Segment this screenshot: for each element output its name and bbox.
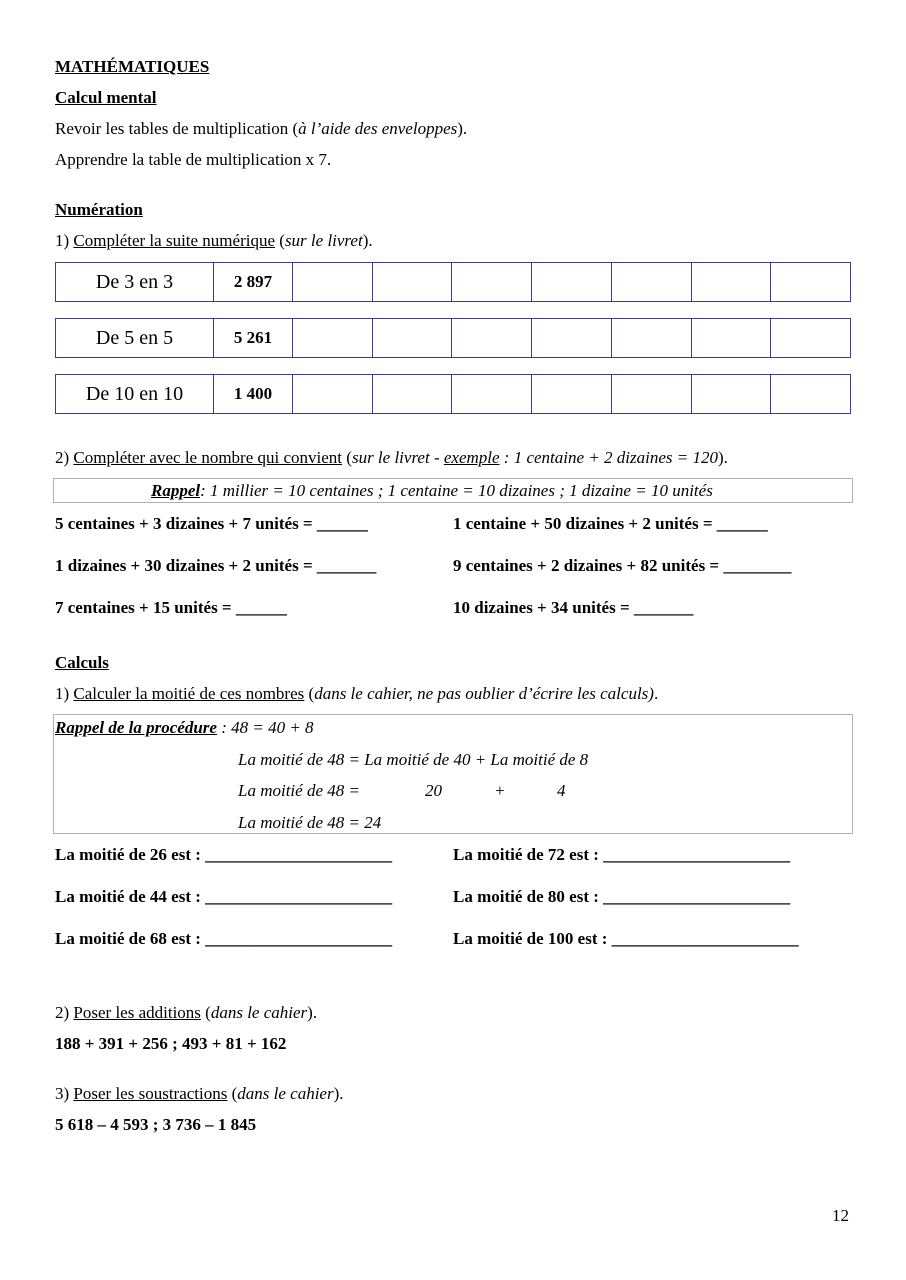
numeration-item: 7 centaines + 15 unités = ______ <box>55 598 287 617</box>
calculs-ex2-instruction: 2) Poser les additions (dans le cahier). <box>55 1003 318 1022</box>
procedure-line-4: La moitié de 48 = 24 <box>238 813 382 832</box>
procedure-line-2: La moitié de 48 = La moitié de 40 + La moitié de 8 <box>238 750 589 769</box>
sequence-table <box>55 374 851 414</box>
half-item: La moitié de 100 est : ______________________ <box>453 929 799 948</box>
sequence-start: 1 400 <box>214 375 293 414</box>
half-item: La moitié de 26 est : ______________________ <box>55 845 393 864</box>
numeration-item: 1 centaine + 50 dizaines + 2 unités = ______ <box>453 514 768 533</box>
sequence-start: 5 261 <box>214 319 293 358</box>
page-number: 12 <box>832 1206 849 1225</box>
procedure-line-3d: 4 <box>557 781 566 800</box>
numeration-item: 1 dizaines + 30 dizaines + 2 unités = _______ <box>55 556 377 575</box>
half-item: La moitié de 72 est : ______________________ <box>453 845 791 864</box>
answer-cell[interactable] <box>452 263 532 302</box>
procedure-line-1: Rappel de la procédure : 48 = 40 + 8 <box>55 718 314 737</box>
answer-cell[interactable] <box>532 375 612 414</box>
calculs-title: Calculs <box>55 653 109 672</box>
answer-cell[interactable] <box>691 375 771 414</box>
half-item: La moitié de 44 est : ______________________ <box>55 887 393 906</box>
numeration-item: 9 centaines + 2 dizaines + 82 unités = ________ <box>453 556 792 575</box>
answer-cell[interactable] <box>611 263 691 302</box>
answer-cell[interactable] <box>771 263 851 302</box>
procedure-box <box>53 714 853 834</box>
additions-list: 188 + 391 + 256 ; 493 + 81 + 162 <box>55 1034 287 1053</box>
sequence-label: De 10 en 10 <box>56 375 214 414</box>
sequence-label: De 3 en 3 <box>56 263 214 302</box>
answer-cell[interactable] <box>372 319 452 358</box>
rappel-text: Rappel: 1 millier = 10 centaines ; 1 centaine = 10 dizaines ; 1 dizaine = 10 unités <box>151 481 713 500</box>
procedure-line-3a: La moitié de 48 = <box>238 781 360 800</box>
answer-cell[interactable] <box>611 375 691 414</box>
answer-cell[interactable] <box>691 263 771 302</box>
numeration-ex2-instruction: 2) Compléter avec le nombre qui convient (sur le livret - exemple : 1 centaine + 2 dizaines = 120). <box>55 448 728 467</box>
answer-cell[interactable] <box>372 375 452 414</box>
answer-cell[interactable] <box>372 263 452 302</box>
answer-cell[interactable] <box>771 375 851 414</box>
half-item: La moitié de 68 est : ______________________ <box>55 929 393 948</box>
answer-cell[interactable] <box>691 319 771 358</box>
answer-cell[interactable] <box>532 319 612 358</box>
answer-cell[interactable] <box>452 375 532 414</box>
sequence-start: 2 897 <box>214 263 293 302</box>
numeration-item: 10 dizaines + 34 unités = _______ <box>453 598 694 617</box>
subtractions-list: 5 618 – 4 593 ; 3 736 – 1 845 <box>55 1115 257 1134</box>
answer-cell[interactable] <box>611 319 691 358</box>
sequence-label: De 5 en 5 <box>56 319 214 358</box>
answer-cell[interactable] <box>293 263 373 302</box>
half-item: La moitié de 80 est : ______________________ <box>453 887 791 906</box>
numeration-item: 5 centaines + 3 dizaines + 7 unités = ______ <box>55 514 368 533</box>
calculs-ex1-instruction: 1) Calculer la moitié de ces nombres (dans le cahier, ne pas oublier d’écrire les calculs). <box>55 684 659 703</box>
answer-cell[interactable] <box>293 319 373 358</box>
answer-cell[interactable] <box>771 319 851 358</box>
mental-line-1: Revoir les tables de multiplication (à l’aide des enveloppes). <box>55 119 468 138</box>
rappel-box <box>53 478 853 503</box>
sequence-table <box>55 262 851 302</box>
numeration-ex1-instruction: 1) Compléter la suite numérique (sur le livret). <box>55 231 373 250</box>
subject-title: MATHÉMATIQUES <box>55 57 210 76</box>
calculs-ex3-instruction: 3) Poser les soustractions (dans le cahier). <box>55 1084 344 1103</box>
answer-cell[interactable] <box>532 263 612 302</box>
mental-title: Calcul mental <box>55 88 157 107</box>
procedure-line-3c: + <box>494 781 506 800</box>
answer-cell[interactable] <box>293 375 373 414</box>
procedure-line-3b: 20 <box>425 781 442 800</box>
numeration-title: Numération <box>55 200 143 219</box>
mental-line-2: Apprendre la table de multiplication x 7. <box>55 150 332 169</box>
answer-cell[interactable] <box>452 319 532 358</box>
sequence-table <box>55 318 851 358</box>
